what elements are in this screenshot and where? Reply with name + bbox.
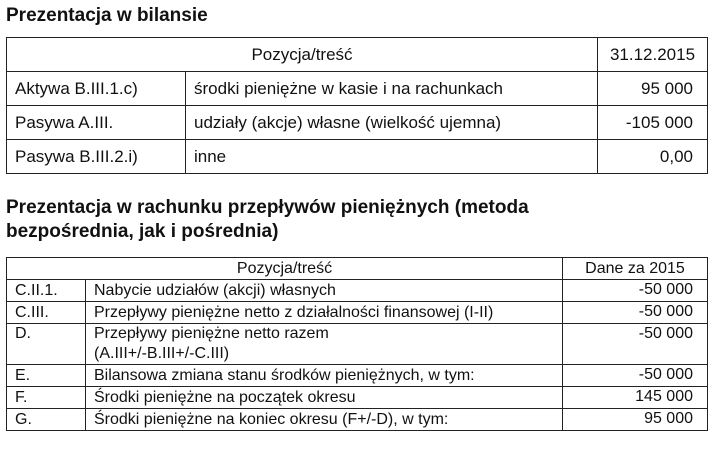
table-row <box>7 387 708 409</box>
row-code: E. <box>7 365 86 387</box>
table-row <box>7 280 708 302</box>
row-code: Pasywa B.III.2.i) <box>7 140 186 174</box>
row-code: G. <box>7 409 86 431</box>
table-row <box>7 324 708 365</box>
row-desc-line2: (A.III+/-B.III+/-C.III) <box>94 345 230 362</box>
cash-flow-table <box>6 257 708 431</box>
header-date: 31.12.2015 <box>598 38 708 72</box>
row-value: -50 000 <box>563 324 708 365</box>
table-row <box>7 106 708 140</box>
table-header-row <box>7 258 708 280</box>
row-desc: inne <box>186 140 598 174</box>
table-row <box>7 140 708 174</box>
row-desc: udziały (akcje) własne (wielkość ujemna) <box>186 106 598 140</box>
row-desc: Środki pieniężne na początek okresu <box>86 387 563 409</box>
row-value: -50 000 <box>563 365 708 387</box>
table-header-row <box>7 38 708 72</box>
table-row <box>7 365 708 387</box>
cash-flow-heading: Prezentacja w rachunku przepływów pieniężnych (metoda bezpośrednia, jak i pośrednia) <box>6 197 529 242</box>
row-value: -50 000 <box>563 280 708 302</box>
table-row <box>7 302 708 324</box>
row-code: D. <box>7 324 86 365</box>
header-position: Pozycja/treść <box>7 38 598 72</box>
balance-sheet-table <box>6 37 708 174</box>
row-desc <box>86 324 563 365</box>
row-value: 95 000 <box>563 409 708 431</box>
header-data: Dane za 2015 <box>563 258 708 280</box>
row-desc-line1: Przepływy pieniężne netto razem <box>94 325 329 342</box>
row-value: -105 000 <box>598 106 708 140</box>
header-position: Pozycja/treść <box>7 258 563 280</box>
row-value: 145 000 <box>563 387 708 409</box>
row-desc: środki pieniężne w kasie i na rachunkach <box>186 72 598 106</box>
row-value: 0,00 <box>598 140 708 174</box>
row-desc: Bilansowa zmiana stanu środków pieniężnych, w tym: <box>86 365 563 387</box>
table-row <box>7 72 708 106</box>
row-desc: Środki pieniężne na koniec okresu (F+/-D), w tym: <box>86 409 563 431</box>
row-value: 95 000 <box>598 72 708 106</box>
row-code: Aktywa B.III.1.c) <box>7 72 186 106</box>
row-code: Pasywa A.III. <box>7 106 186 140</box>
row-code: F. <box>7 387 86 409</box>
table-row <box>7 409 708 431</box>
balance-sheet-heading: Prezentacja w bilansie <box>6 5 208 26</box>
row-desc: Nabycie udziałów (akcji) własnych <box>86 280 563 302</box>
row-code: C.III. <box>7 302 86 324</box>
row-desc: Przepływy pieniężne netto z działalności finansowej (I-II) <box>86 302 563 324</box>
row-value: -50 000 <box>563 302 708 324</box>
row-code: C.II.1. <box>7 280 86 302</box>
